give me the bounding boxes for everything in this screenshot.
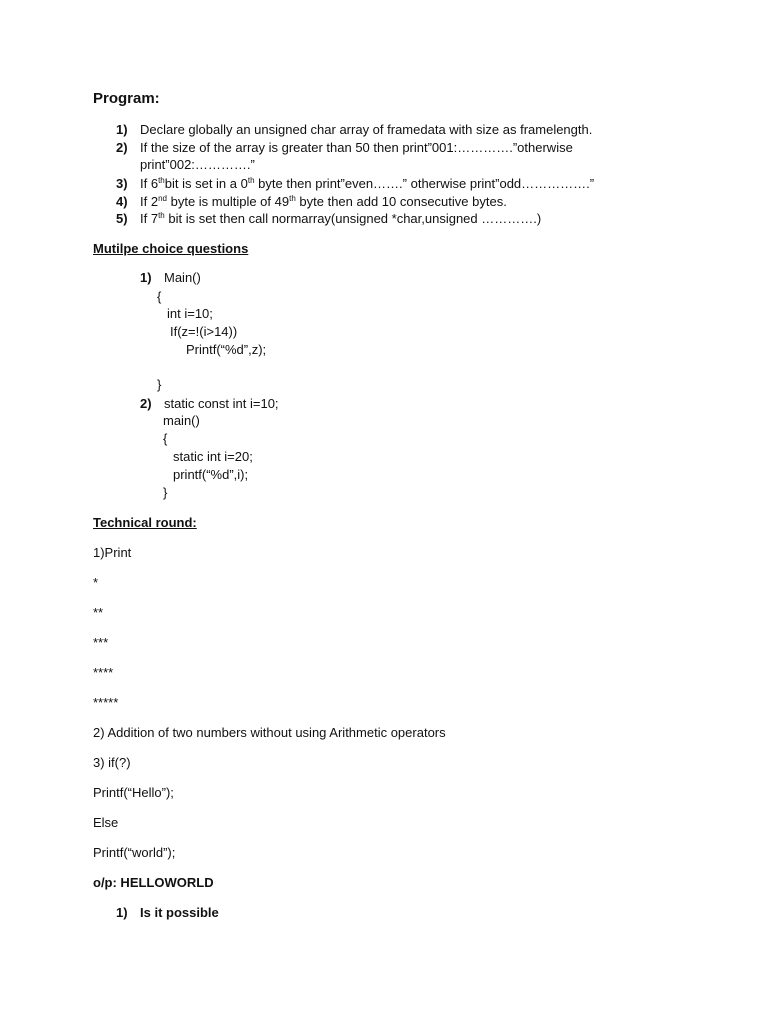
mcq-q1-line-4: If(z=!(i>14)) bbox=[170, 324, 238, 339]
star-row-3: *** bbox=[93, 635, 109, 650]
mcq-q1-line-6: } bbox=[157, 377, 162, 392]
technical-sub-question: 1) Is it possible bbox=[116, 905, 219, 920]
program-heading: Program: bbox=[93, 90, 160, 107]
technical-q3-line-4: Printf(“world”); bbox=[93, 845, 176, 860]
program-item-3: 3) If 6thbit is set in a 0th byte then print”even…….” otherwise print”odd…………….” bbox=[116, 176, 595, 191]
star-row-5: ***** bbox=[93, 695, 119, 710]
technical-q3-line-2: Printf(“Hello”); bbox=[93, 785, 174, 800]
program-item-1: 1) Declare globally an unsigned char array of framedata with size as framelength. bbox=[116, 122, 593, 137]
mcq-q1-line-3: int i=10; bbox=[167, 306, 213, 321]
star-row-4: **** bbox=[93, 665, 114, 680]
mcq-q1-line-5: Printf(“%d”,z); bbox=[186, 342, 267, 357]
mcq-q2-line-6: } bbox=[163, 485, 168, 500]
mcq-q2-line-2: main() bbox=[163, 413, 200, 428]
technical-q3-line-1: 3) if(?) bbox=[93, 755, 131, 770]
technical-heading: Technical round: bbox=[93, 515, 197, 530]
program-item-4: 4) If 2nd byte is multiple of 49th byte then add 10 consecutive bytes. bbox=[116, 194, 507, 209]
technical-print-label: 1)Print bbox=[93, 545, 132, 560]
program-item-2: 2) If the size of the array is greater than 50 then print”001:………….”otherwise bbox=[116, 140, 573, 155]
mcq-q2-line-5: printf(“%d”,i); bbox=[173, 467, 249, 482]
program-item-2-cont: print”002:………….” bbox=[140, 157, 255, 172]
mcq-q2-line-4: static int i=20; bbox=[173, 449, 253, 464]
program-item-5: 5) If 7th bit is set then call normarray(unsigned *char,unsigned ………….) bbox=[116, 211, 542, 226]
technical-q2: 2) Addition of two numbers without using Arithmetic operators bbox=[93, 725, 446, 740]
mcq-q2-line-3: { bbox=[163, 431, 168, 446]
mcq-q2-line-1: 2) static const int i=10; bbox=[140, 396, 279, 411]
mcq-heading: Mutilpe choice questions bbox=[93, 241, 249, 256]
mcq-q1-line-2: { bbox=[157, 289, 162, 304]
star-row-2: ** bbox=[93, 605, 104, 620]
technical-q3-line-3: Else bbox=[93, 815, 119, 830]
star-row-1: * bbox=[93, 575, 99, 590]
mcq-q1-line-1: 1) Main() bbox=[140, 270, 201, 285]
technical-output: o/p: HELLOWORLD bbox=[93, 875, 214, 890]
